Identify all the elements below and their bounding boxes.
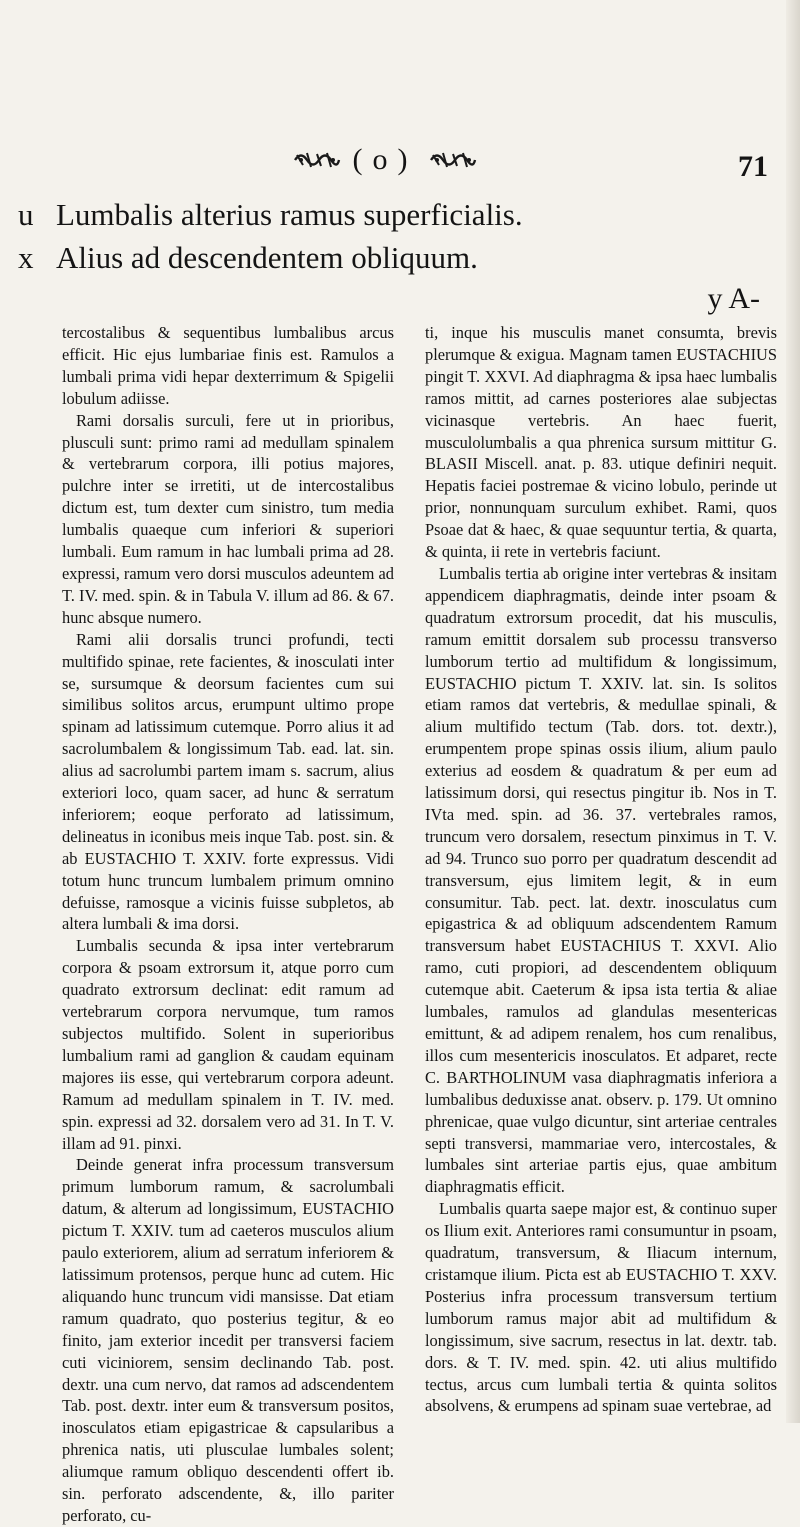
printer-ornament-right-icon — [429, 149, 477, 171]
paragraph: Deinde generat infra processum transversum primum lumborum ramum, & sacrolumbali datum, & alterum ad longissimum, EUSTACHIO pictum T. XXIV. tum ad caeteros musculos alium paulo exteriorem, alium ad serratum inferiorem & latissimum protensos, perque hunc ad cutem. Hic aliquando hunc truncum vidi mansisse. Dat etiam ramum quadrato, quo posterius tegitur, & eo finito, jam exterior incedit per transversi faciem cuti viciniorem, sensim declinando Tab. post. dextr. una cum nervo, dat ramos ad adscendentem Tab. post. dextr. inter eum & transversum positos, inosculatos etiam epigastricae & capsularibus a phrenica natis, uti plusculae lumbales solent; aliumque ramum obliquo descendenti offert ib. sin. perforato adscendente, &, illo pariter perforato, cu- — [62, 1155, 394, 1525]
paragraph: Lumbalis quarta saepe major est, & continuo super os Ilium exit. Anteriores rami consumuntur in psoam, quadratum, transversum, & Iliacum internum, cristamque ilium. Picta est ab EUSTACHIO T. XXV. Posterius infra processum transversum tertium lumborum ramus major abit ad multifidum & longissimum, sive sacrum, resectus in lat. dextr. tab. dors. & T. IV. med. spin. 42. uti alius multifido tectus, arcus cum lumbali tertia & quinta solitos absolvens, & erumpens ad spinam suae vertebrae, ad — [425, 1199, 777, 1416]
header-ornament-row — [275, 140, 495, 180]
signature-mark: (o) — [352, 143, 418, 176]
paragraph: ti, inque his musculis manet consumta, brevis plerumque & exigua. Magnam tamen EUSTACHIUS pingit T. XXVI. Ad diaphragma & ipsa haec lumbalis ramos mittit, ad carnes posteriores alae subjectas vicinasque vertebris. An haec fuerit, musculolumbalis a qua phrenica sursum mittitur G. BLASII Miscell. anat. p. 83. utique definiri nequit. Hepatis faciei postremae & vicino lobulo, perinde ut prior, nonnunquam surculum exhibet. Rami, quos Psoae dat & haec, & quae sequuntur tertia, & quarta, & quinta, ii rete in vertebris faciunt. — [425, 323, 777, 562]
figure-caption-x — [18, 240, 478, 276]
page-binding-edge — [786, 0, 800, 1423]
printer-ornament-left-icon — [293, 149, 341, 171]
paragraph: Rami alii dorsalis trunci profundi, tecti multifido spinae, rete facientes, & inosculati inter se, sursumque & deorsum facientes cum sui similibus solitos arcus, erumpunt ultimo prope spinam ad latissimum cutemque. Porro alius it ad sacrolumbalem & longissimum Tab. ead. lat. sin. alius ad sacrolumbi partem imam s. sacrum, alius exteriori loco, quam sacer, ad hunc & serratum inferiorem; eoque perforato ad latissimum, delineatus in iconibus meis inque Tab. post. sin. & ab EUSTACHIO T. XXIV. forte expressus. Vidi totum hunc truncum lumbalem primum omnino defuisse, ramosque a vicinis fuisse subpletos, ab altera lumbali & ima dorsi. — [62, 629, 394, 934]
caption-text: Lumbalis alterius ramus superficialis. — [56, 197, 523, 232]
figure-caption-u — [18, 197, 523, 233]
paragraph: Lumbalis tertia ab origine inter vertebras & insitam appendicem diaphragmatis, deinde inter psoam & quadratum extrorsum procedit, dat his musculis, ramum emittit dorsalem sub processu transverso lumborum tertio ad multifidum & longissimum, EUSTACHIO pictum T. XXIV. lat. sin. Is solitos etiam ramos dat vertebris, & medullae spinali, & alium multifido tectum (Tab. dors. tot. dextr.), erumpentem prope spinas ossis ilium, alium paulo exterius ad eosdem & quadratum & per eum ad latissimum dorsi, qui resectus pingitur ib. Nos in T. IVta med. spin. ad 36. 37. vertebrales ramos, truncum vero dorsalem, resectum pinximus in T. V. ad 94. Trunco suo porro per quadratum descendit ad transversum, ejus limitem legit, & in eum consumitur. Tab. pect. lat. dextr. inosculatus cum epigastrica & ad obliquum adscendentem Ramum transversum habet EUSTACHIUS T. XXVI. Alio ramo, cuti propiori, ad descendentem obliquum cutemque abit. Caeterum & ipsa ista tertia & aliae lumbales, ramulos ad glandulas mesentericas emittunt, & ad adipem renalem, hos cum renalibus, illos cum mesentericis inosculatos. Et adparet, recte C. BARTHOLINUM vasa diaphragmatis inferiora a lumbalibus deduxisse anat. observ. p. 179. Ut omnino phrenicae, quae vulgo dicuntur, sint arteriae centrales septi transversi, mammariae vero, intercostales, & lumbales sint arteriae partis ejus, quae ambitum diaphragmatis efficit. — [425, 563, 777, 1197]
caption-letter: x — [18, 240, 34, 275]
paragraph: tercostalibus & sequentibus lumbalibus arcus efficit. Hic ejus lumbariae finis est. Ramulos a lumbali prima vidi hepar dexterrimum & Spigelii lobulum adiisse. — [62, 323, 394, 408]
paragraph: Lumbalis secunda & ipsa inter vertebrarum corpora & psoam extrorsum it, atque porro cum quadrato extrorsum declinat: edit ramum ad vertebrarum corpora nervumque, tum ramos subjectos multifido. Solent in superioribus lumbalium rami ad ganglion & caudam equinam majores iis esse, qui vertebrarum corpora adeunt. Ramum ad medullam spinalem in T. IV. med. spin. expressi ad 32. dorsalem vero ad 31. In T. V. illam ad 91. pinxi. — [62, 936, 394, 1153]
catchword: y A- — [707, 282, 760, 315]
paragraph: Rami dorsalis surculi, fere ut in prioribus, plusculi sunt: primo rami ad medullam spinalem & vertebrarum corpora, illi potius majores, pulchre inter se irretiti, ut de intercostalibus dictum est, tum dexter cum sinistro, tum media lumbalis quaeque cum inferiori & superiori lumbali. Eum ramum in hac lumbali prima ad 28. expressi, ramum vero dorsi musculos adeuntem ad T. IV. med. spin. & in Tabula V. illum ad 86. & 67. hunc absque numero. — [62, 410, 394, 627]
page-number: 71 — [738, 150, 768, 183]
left-text-column — [62, 322, 394, 1527]
right-text-column — [425, 322, 777, 1417]
caption-text: Alius ad descendentem obliquum. — [56, 240, 478, 275]
caption-letter: u — [18, 197, 34, 232]
